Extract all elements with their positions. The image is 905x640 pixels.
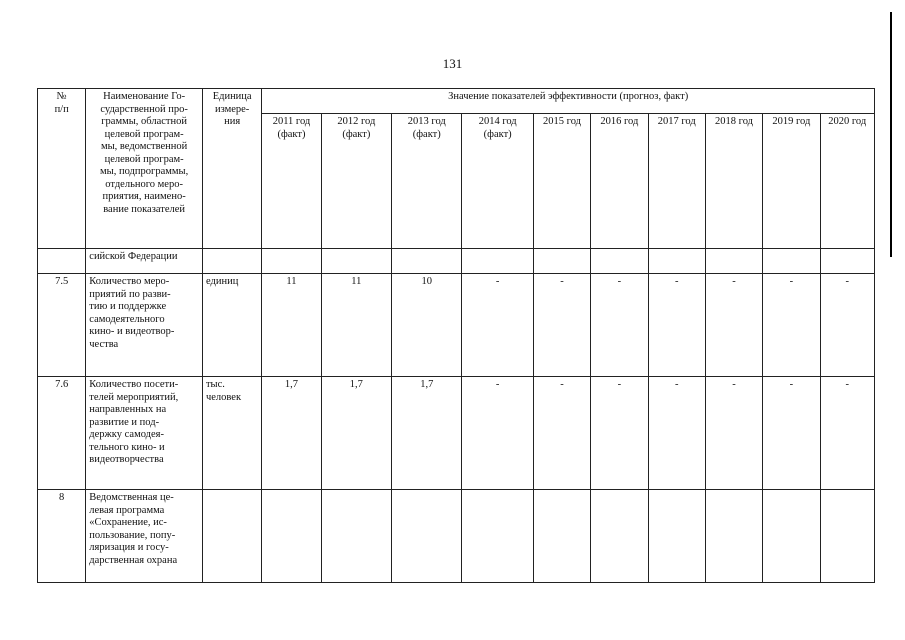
year-header: 2013 год (факт)	[392, 114, 462, 249]
value-cell: 1,7	[392, 377, 462, 490]
header-unit: Единица измере- ния	[202, 89, 261, 249]
value-cell: -	[462, 274, 533, 377]
value-cell	[648, 249, 705, 274]
year-header: 2015 год	[533, 114, 590, 249]
value-cell	[820, 249, 874, 274]
value-cell	[392, 249, 462, 274]
value-cell: -	[591, 274, 648, 377]
value-cell: -	[763, 377, 820, 490]
value-cell: -	[648, 377, 705, 490]
indicator-name: сийской Федерации	[86, 249, 203, 274]
year-header: 2016 год	[591, 114, 648, 249]
value-cell	[321, 249, 391, 274]
value-cell	[705, 249, 762, 274]
year-header: 2012 год (факт)	[321, 114, 391, 249]
value-cell: 1,7	[321, 377, 391, 490]
value-cell: -	[533, 274, 590, 377]
header-values-title: Значение показателей эффективности (прогноз, факт)	[262, 89, 875, 114]
value-cell	[820, 490, 874, 583]
value-cell: -	[820, 377, 874, 490]
value-cell	[533, 249, 590, 274]
table-row	[38, 377, 875, 490]
header-row	[38, 89, 875, 114]
row-number: 7.5	[38, 274, 86, 377]
value-cell	[321, 490, 391, 583]
value-cell	[591, 490, 648, 583]
value-cell: 10	[392, 274, 462, 377]
page-number: 131	[442, 56, 463, 71]
year-header: 2017 год	[648, 114, 705, 249]
year-header: 2019 год	[763, 114, 820, 249]
unit-of-measure: тыс. человек	[202, 377, 261, 490]
year-header: 2018 год	[705, 114, 762, 249]
value-cell: 11	[262, 274, 321, 377]
value-cell	[763, 490, 820, 583]
value-cell: 11	[321, 274, 391, 377]
value-cell: -	[705, 377, 762, 490]
value-cell	[262, 490, 321, 583]
value-cell: -	[591, 377, 648, 490]
value-cell: -	[820, 274, 874, 377]
indicators-table	[37, 88, 875, 583]
value-cell	[705, 490, 762, 583]
indicator-name: Количество посети- телей мероприятий, направленных на развитие и под- держку самодея- тельного кино- и видеотворчества	[86, 377, 203, 490]
unit-of-measure	[202, 490, 261, 583]
header-num: № п/п	[38, 89, 86, 249]
value-cell: -	[648, 274, 705, 377]
value-cell: 1,7	[262, 377, 321, 490]
margin-rule	[890, 12, 892, 257]
value-cell	[262, 249, 321, 274]
value-cell	[763, 249, 820, 274]
table-row	[38, 490, 875, 583]
row-number: 7.6	[38, 377, 86, 490]
indicator-name: Количество меро- приятий по разви- тию и поддержке самодеятельного кино- и видеотвор- чества	[86, 274, 203, 377]
value-cell	[533, 490, 590, 583]
value-cell: -	[533, 377, 590, 490]
year-header: 2014 год (факт)	[462, 114, 533, 249]
value-cell: -	[705, 274, 762, 377]
value-cell	[462, 249, 533, 274]
value-cell	[392, 490, 462, 583]
unit-of-measure	[202, 249, 261, 274]
value-cell	[648, 490, 705, 583]
value-cell	[462, 490, 533, 583]
value-cell	[591, 249, 648, 274]
year-header: 2020 год	[820, 114, 874, 249]
header-name: Наименование Го- сударственной про- граммы, областной целевой програм- мы, ведомственной целевой програм- мы, подпрограммы, отдельного меро- приятия, наимено- вание показателей	[86, 89, 203, 249]
value-cell: -	[462, 377, 533, 490]
indicator-name: Ведомственная це- левая программа «Сохранение, ис- пользование, попу- ляризация и госу- дарственная охрана	[86, 490, 203, 583]
value-cell: -	[763, 274, 820, 377]
row-number: 8	[38, 490, 86, 583]
year-header: 2011 год (факт)	[262, 114, 321, 249]
row-number	[38, 249, 86, 274]
table-row	[38, 249, 875, 274]
unit-of-measure: единиц	[202, 274, 261, 377]
table-row	[38, 274, 875, 377]
